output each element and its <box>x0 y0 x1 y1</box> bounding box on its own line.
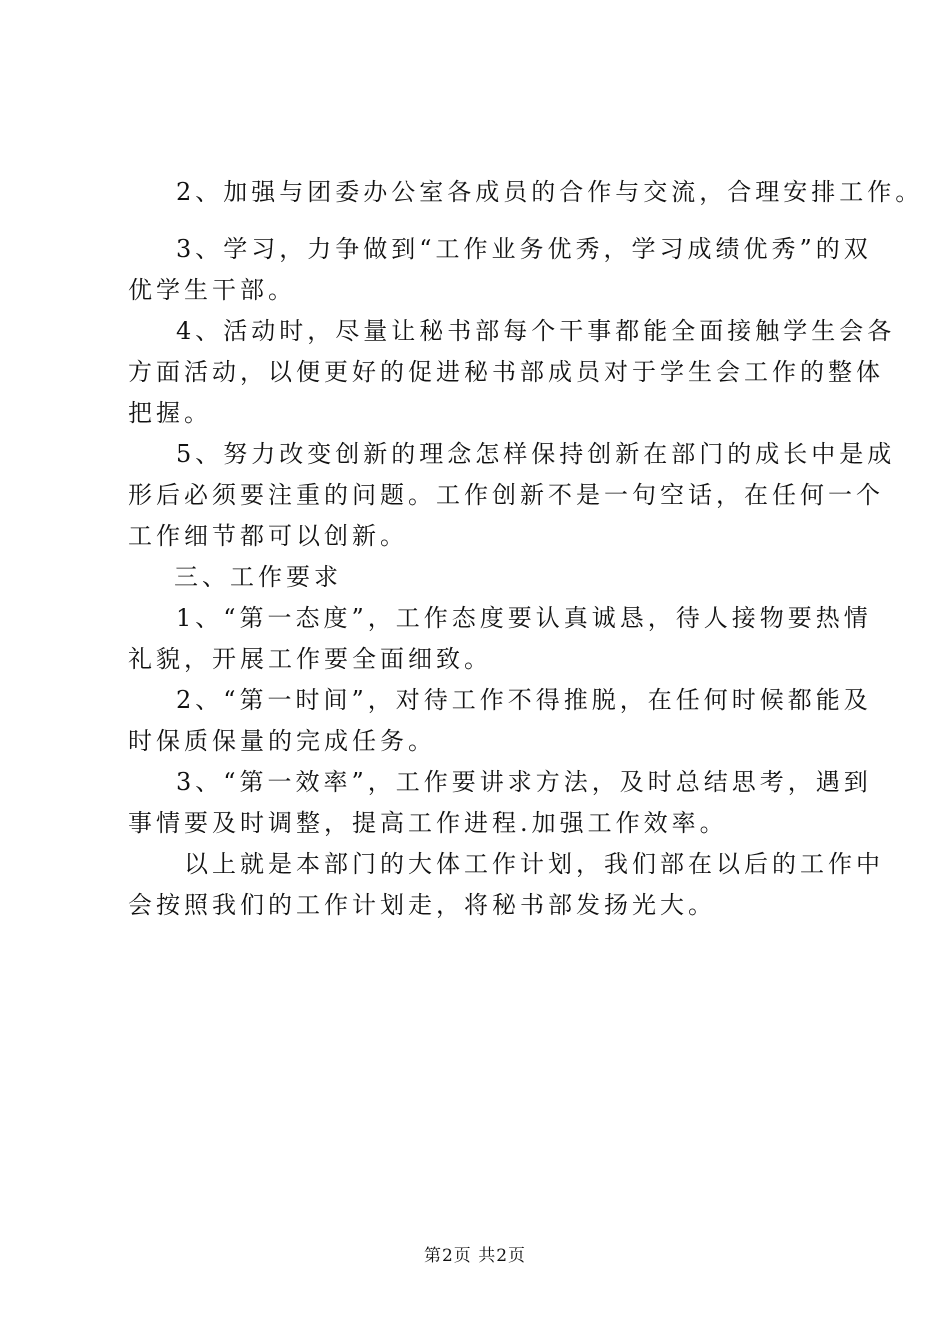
paragraph-line: 4、活动时，尽量让秘书部每个干事都能全面接触学生会各 <box>176 317 896 345</box>
page-number-footer: 第2页 共2页 <box>423 1246 527 1266</box>
paragraph-line: 2、“第一时间”，对待工作不得推脱，在任何时候都能及 <box>176 686 872 714</box>
paragraph-line: 优学生干部。 <box>128 276 296 304</box>
paragraph-line: 事情要及时调整，提高工作进程.加强工作效率。 <box>128 809 728 837</box>
paragraph-line: 工作细节都可以创新。 <box>128 522 408 550</box>
paragraph-line: 2、加强与团委办公室各成员的合作与交流，合理安排工作。 <box>176 178 924 206</box>
paragraph-line: 1、“第一态度”，工作态度要认真诚恳，待人接物要热情 <box>176 604 872 632</box>
document-body <box>128 172 924 926</box>
paragraph-line: 把握。 <box>128 399 212 427</box>
section-heading: 三、工作要求 <box>174 563 342 591</box>
paragraph-line: 3、“第一效率”，工作要讲求方法，及时总结思考，遇到 <box>176 768 872 796</box>
paragraph-line: 3、学习，力争做到“工作业务优秀，学习成绩优秀”的双 <box>176 235 872 263</box>
paragraph-line: 以上就是本部门的大体工作计划，我们部在以后的工作中 <box>184 850 884 878</box>
paragraph-line: 时保质保量的完成任务。 <box>128 727 436 755</box>
paragraph-line: 形后必须要注重的问题。工作创新不是一句空话，在任何一个 <box>128 481 884 509</box>
paragraph-line: 礼貌，开展工作要全面细致。 <box>128 645 492 673</box>
paragraph-line: 方面活动，以便更好的促进秘书部成员对于学生会工作的整体 <box>128 358 884 386</box>
paragraph-line: 会按照我们的工作计划走，将秘书部发扬光大。 <box>128 891 716 919</box>
paragraph-line: 5、努力改变创新的理念怎样保持创新在部门的成长中是成 <box>176 440 896 468</box>
